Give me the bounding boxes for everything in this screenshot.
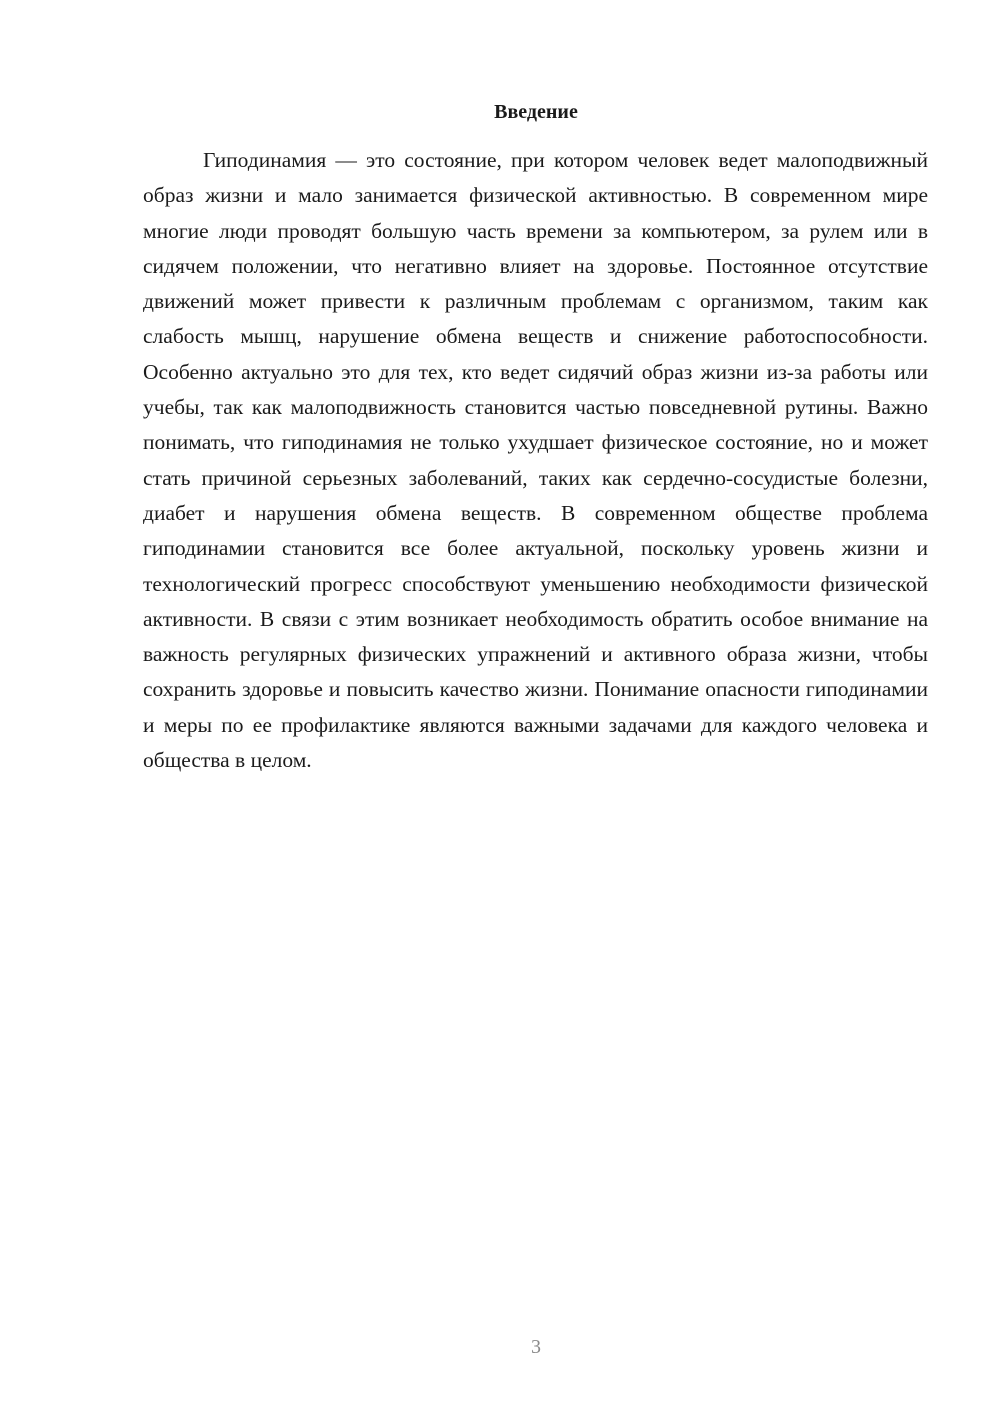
section-heading: Введение: [494, 101, 578, 123]
body-paragraph: Гиподинамия — это состояние, при котором человек ведет малоподвижный образ жизни и мало занимается физической активностью. В современном мире многие люди проводят большую часть времени за компьютером, за рулем или в сидячем положении, что негативно влияет на здоровье. Постоянное отсутствие движений может привести к различным проблемам с организмом, таким как слабость мышц, нарушение обмена веществ и снижение работоспособности. Особенно актуально это для тех, кто ведет сидячий образ жизни из-за работы или учебы, так как малоподвижность становится частью повседневной рутины. Важно понимать, что гиподинамия не только ухудшает физическое состояние, но и может стать причиной серьезных заболеваний, таких как сердечно-сосудистые болезни, диабет и нарушения обмена веществ. В современном обществе проблема гиподинамии становится все более актуальной, поскольку уровень жизни и технологический прогресс способствуют уменьшению необходимости физической активности. В связи с этим возникает необходимость обратить особое внимание на важность регулярных физических упражнений и активного образа жизни, чтобы сохранить здоровье и повысить качество жизни. Понимание опасности гиподинамии и меры по ее профилактике являются важными задачами для каждого человека и общества в целом.: [143, 148, 928, 773]
page-number: 3: [531, 1336, 541, 1358]
